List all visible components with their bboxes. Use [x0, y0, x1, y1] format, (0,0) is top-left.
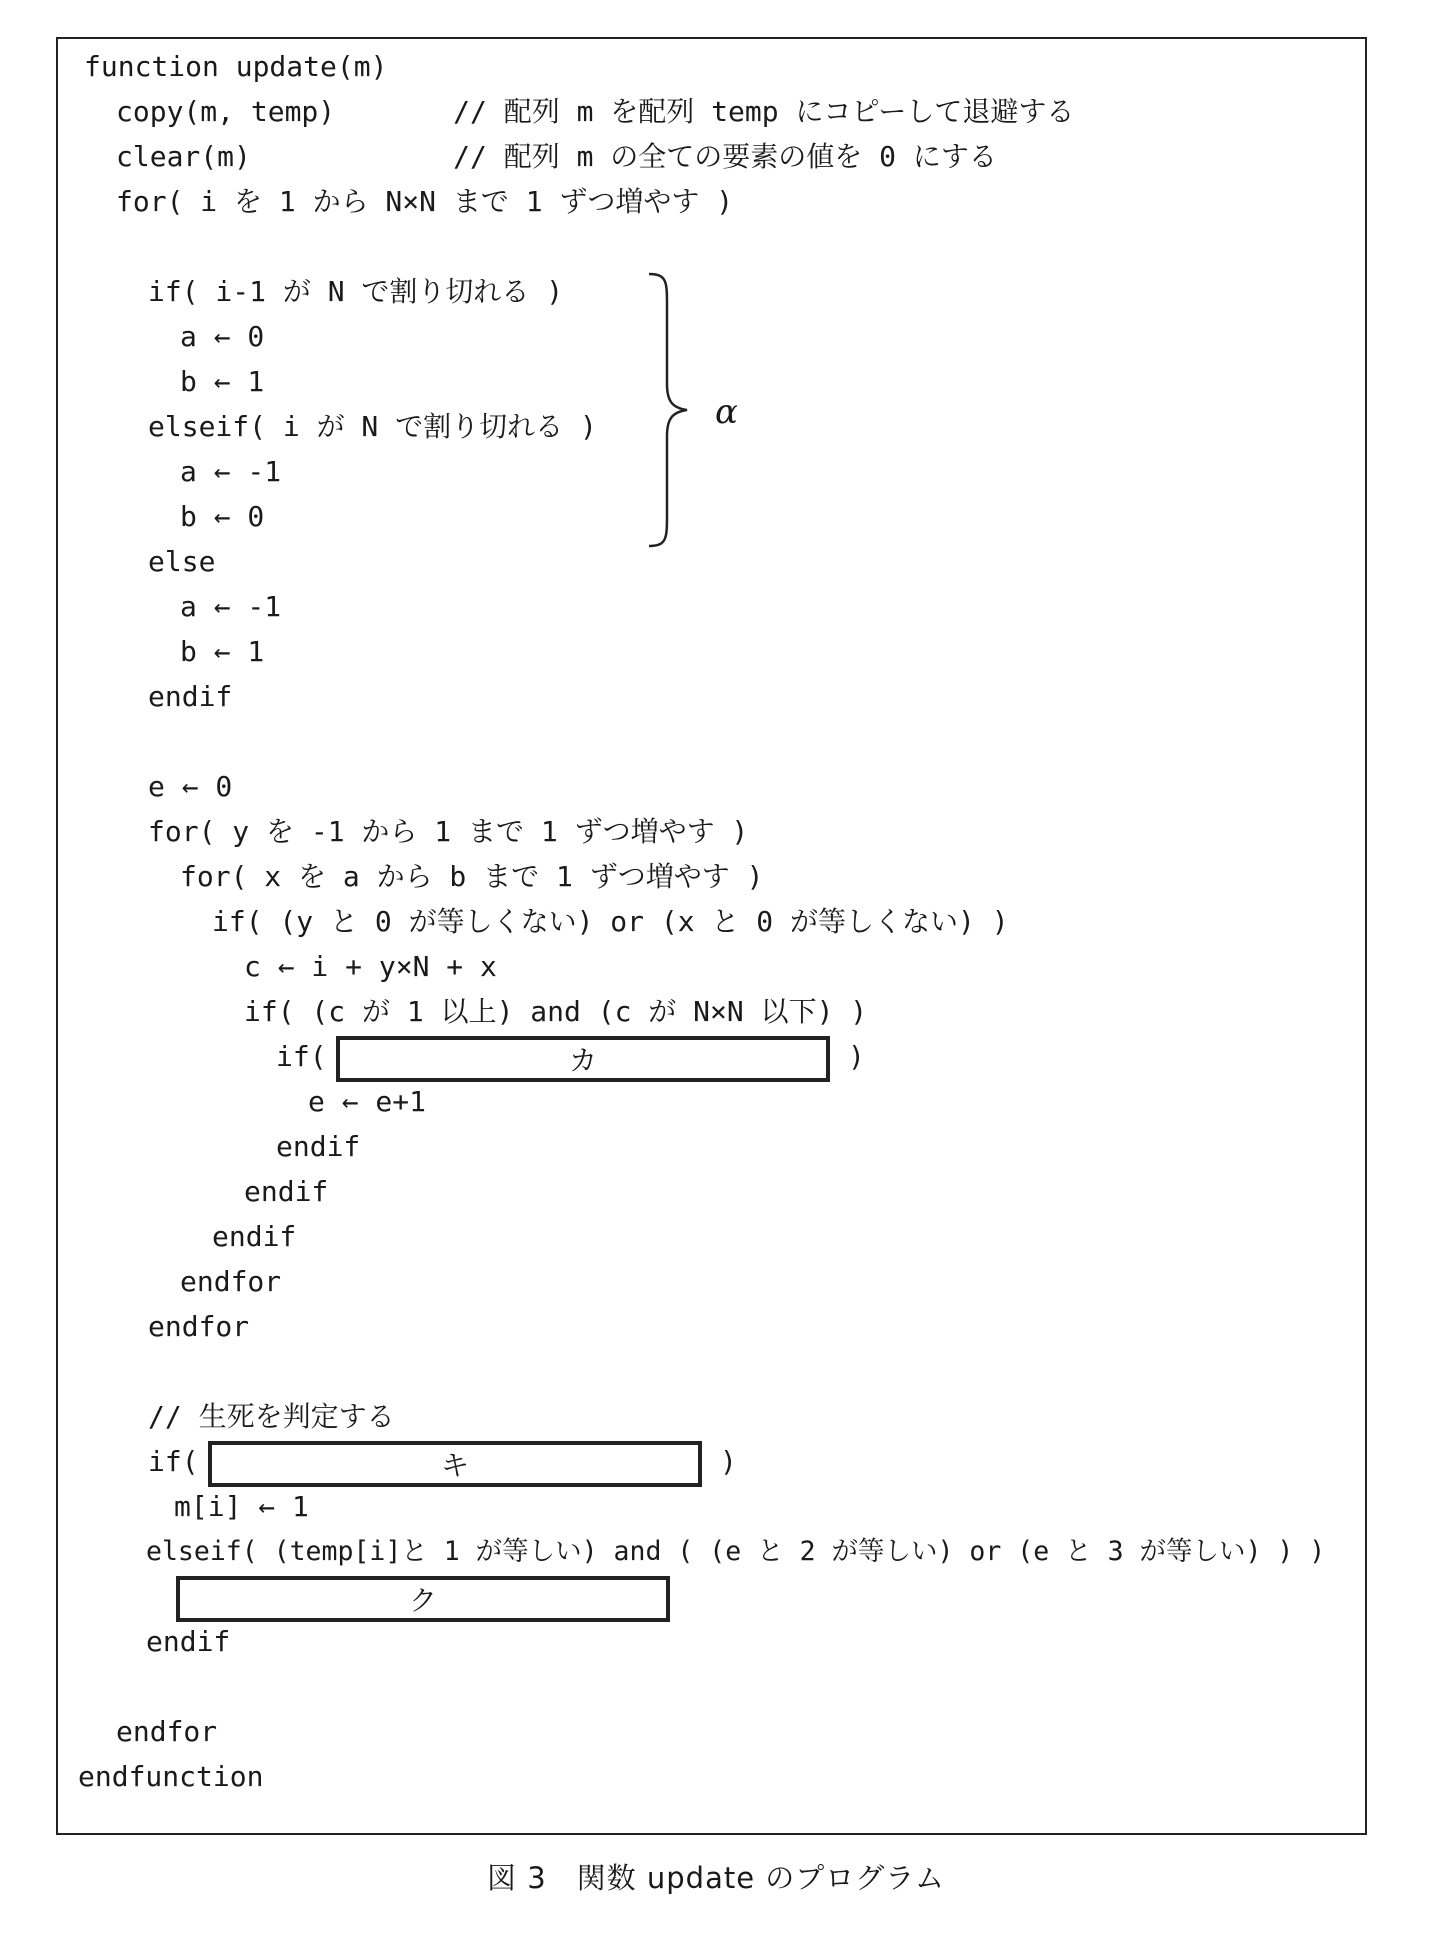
code-line-for-x: for( x を a から b まで 1 ずつ増やす ) — [180, 860, 764, 893]
code-line-endif-1: endif — [148, 680, 233, 713]
code-line-for-y: for( y を -1 から 1 まで 1 ずつ増やす ) — [148, 815, 749, 848]
code-line-endfunction: endfunction — [78, 1760, 264, 1793]
code-line-b-one: b ← 1 — [180, 365, 265, 398]
figure-caption: 図 3 関数 update のプログラム — [487, 1861, 945, 1895]
code-line-if-not-center: if( (y と 0 が等しくない) or (x と 0 が等しくない) ) — [212, 905, 1009, 938]
code-line-endfor-i: endfor — [116, 1715, 218, 1748]
code-line-if-ki: if( — [148, 1445, 199, 1478]
blank-ki: キ — [208, 1441, 702, 1487]
code-line-e-increment: e ← e+1 — [308, 1085, 427, 1118]
code-line-elseif-survive: elseif( (temp[i]と 1 が等しい) and ( (e と 2 が等しい) or (e と 3 が等しい) ) ) — [146, 1536, 1326, 1567]
code-line-for-i: for( i を 1 から N×N まで 1 ずつ増やす ) — [116, 185, 734, 218]
code-line-endif-5: endif — [146, 1625, 231, 1658]
code-line-c-assign: c ← i + y×N + x — [244, 950, 497, 983]
blank-ku: ク — [176, 1576, 670, 1622]
code-line-a-minus-one-2: a ← -1 — [180, 590, 282, 623]
alpha-brace — [645, 272, 691, 548]
code-line-if-ka: if( — [276, 1040, 327, 1073]
blank-ka: カ — [336, 1036, 830, 1082]
code-line-endif-3: endif — [244, 1175, 329, 1208]
code-line-e-zero: e ← 0 — [148, 770, 233, 803]
code-line-if-ki-close: ) — [720, 1445, 737, 1478]
code-line-endif-4: endif — [212, 1220, 297, 1253]
code-line-b-zero: b ← 0 — [180, 500, 265, 533]
code-line-else: else — [148, 545, 216, 578]
code-line-m-assign: m[i] ← 1 — [174, 1490, 309, 1523]
code-line-if-range: if( (c が 1 以上) and (c が N×N 以下) ) — [244, 995, 868, 1028]
code-line-if-divisible: if( i-1 が N で割り切れる ) — [148, 275, 564, 308]
program-frame — [56, 37, 1367, 1835]
code-line-endfor-x: endfor — [180, 1265, 282, 1298]
code-line-endfor-y: endfor — [148, 1310, 250, 1343]
code-line-copy: copy(m, temp) // 配列 m を配列 temp にコピーして退避する — [116, 95, 1075, 128]
code-line-elseif-divisible: elseif( i が N で割り切れる ) — [148, 410, 597, 443]
code-line-comment-judge: // 生死を判定する — [148, 1400, 395, 1433]
code-line-if-ka-close: ) — [848, 1040, 865, 1073]
code-line-clear: clear(m) // 配列 m の全ての要素の値を 0 にする — [116, 140, 997, 173]
code-line-a-zero: a ← 0 — [180, 320, 265, 353]
code-line-function: function update(m) — [84, 50, 388, 83]
code-line-a-minus-one: a ← -1 — [180, 455, 282, 488]
alpha-label: α — [715, 392, 738, 432]
code-line-endif-2: endif — [276, 1130, 361, 1163]
code-line-b-one-2: b ← 1 — [180, 635, 265, 668]
